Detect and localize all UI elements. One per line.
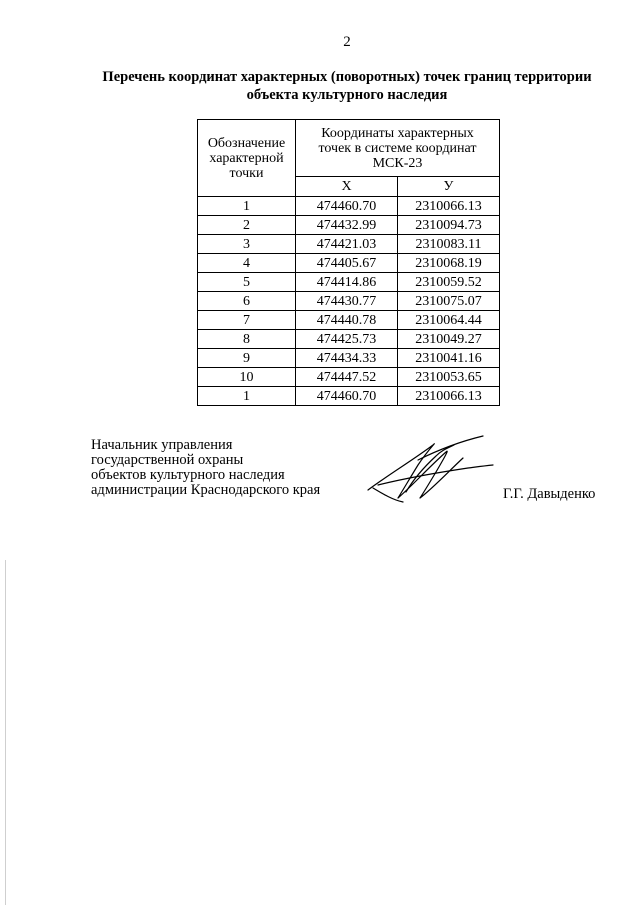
- cell-y: 2310049.27: [398, 330, 500, 349]
- cell-x: 474421.03: [296, 235, 398, 254]
- cell-x: 474460.70: [296, 197, 398, 216]
- cell-x: 474405.67: [296, 254, 398, 273]
- cell-y: 2310041.16: [398, 349, 500, 368]
- cell-point: 7: [198, 311, 296, 330]
- title-line-1: Перечень координат характерных (поворотных) точек границ территории: [102, 69, 592, 85]
- cell-point: 5: [198, 273, 296, 292]
- cell-y: 2310064.44: [398, 311, 500, 330]
- table-row: [198, 235, 500, 254]
- header-point-designation: [198, 120, 296, 197]
- cell-y: 2310066.13: [398, 197, 500, 216]
- cell-point: 10: [198, 368, 296, 387]
- header-coords-line: МСК-23: [372, 155, 423, 171]
- header-point-line: точки: [229, 165, 264, 181]
- table-row: [198, 273, 500, 292]
- title-line-2: объекта культурного наследия: [246, 87, 448, 103]
- cell-x: 474414.86: [296, 273, 398, 292]
- document-title: [60, 68, 634, 104]
- table-row: [198, 292, 500, 311]
- cell-x: 474460.70: [296, 387, 398, 406]
- cell-point: 1: [198, 197, 296, 216]
- position-line-3: объектов культурного наследия: [91, 467, 285, 483]
- cell-x: 474447.52: [296, 368, 398, 387]
- table-row: [198, 197, 500, 216]
- cell-x: 474434.33: [296, 349, 398, 368]
- table-row: [198, 387, 500, 406]
- cell-y: 2310066.13: [398, 387, 500, 406]
- header-point-line: характерной: [209, 150, 284, 166]
- coordinates-table: [197, 119, 500, 406]
- cell-x: 474425.73: [296, 330, 398, 349]
- position-line-2: государственной охраны: [91, 452, 244, 468]
- signer-name: Г.Г. Давыденко: [503, 486, 596, 502]
- cell-y: 2310053.65: [398, 368, 500, 387]
- position-line-1: Начальник управления: [91, 437, 233, 453]
- header-y: У: [398, 177, 500, 197]
- cell-point: 1: [198, 387, 296, 406]
- page-number: 2: [343, 34, 351, 50]
- signatory-position: [91, 438, 320, 498]
- header-point-line: Обозначение: [207, 135, 286, 151]
- cell-point: 8: [198, 330, 296, 349]
- header-coords-line: точек в системе координат: [318, 140, 477, 156]
- cell-x: 474440.78: [296, 311, 398, 330]
- cell-y: 2310059.52: [398, 273, 500, 292]
- table-row: [198, 311, 500, 330]
- cell-point: 4: [198, 254, 296, 273]
- handwritten-signature: [358, 430, 498, 510]
- table-row: [198, 216, 500, 235]
- table-row: [198, 330, 500, 349]
- cell-point: 9: [198, 349, 296, 368]
- cell-y: 2310094.73: [398, 216, 500, 235]
- cell-x: 474430.77: [296, 292, 398, 311]
- position-line-4: администрации Краснодарского края: [91, 482, 321, 498]
- cell-y: 2310068.19: [398, 254, 500, 273]
- cell-y: 2310075.07: [398, 292, 500, 311]
- cell-point: 6: [198, 292, 296, 311]
- table-row: [198, 349, 500, 368]
- page-edge-line: [5, 560, 6, 905]
- cell-x: 474432.99: [296, 216, 398, 235]
- cell-point: 3: [198, 235, 296, 254]
- cell-y: 2310083.11: [398, 235, 500, 254]
- header-coords-line: Координаты характерных: [321, 125, 474, 141]
- header-coordinates: [296, 120, 500, 177]
- cell-point: 2: [198, 216, 296, 235]
- header-x: Х: [296, 177, 398, 197]
- table-row: [198, 368, 500, 387]
- table-row: [198, 254, 500, 273]
